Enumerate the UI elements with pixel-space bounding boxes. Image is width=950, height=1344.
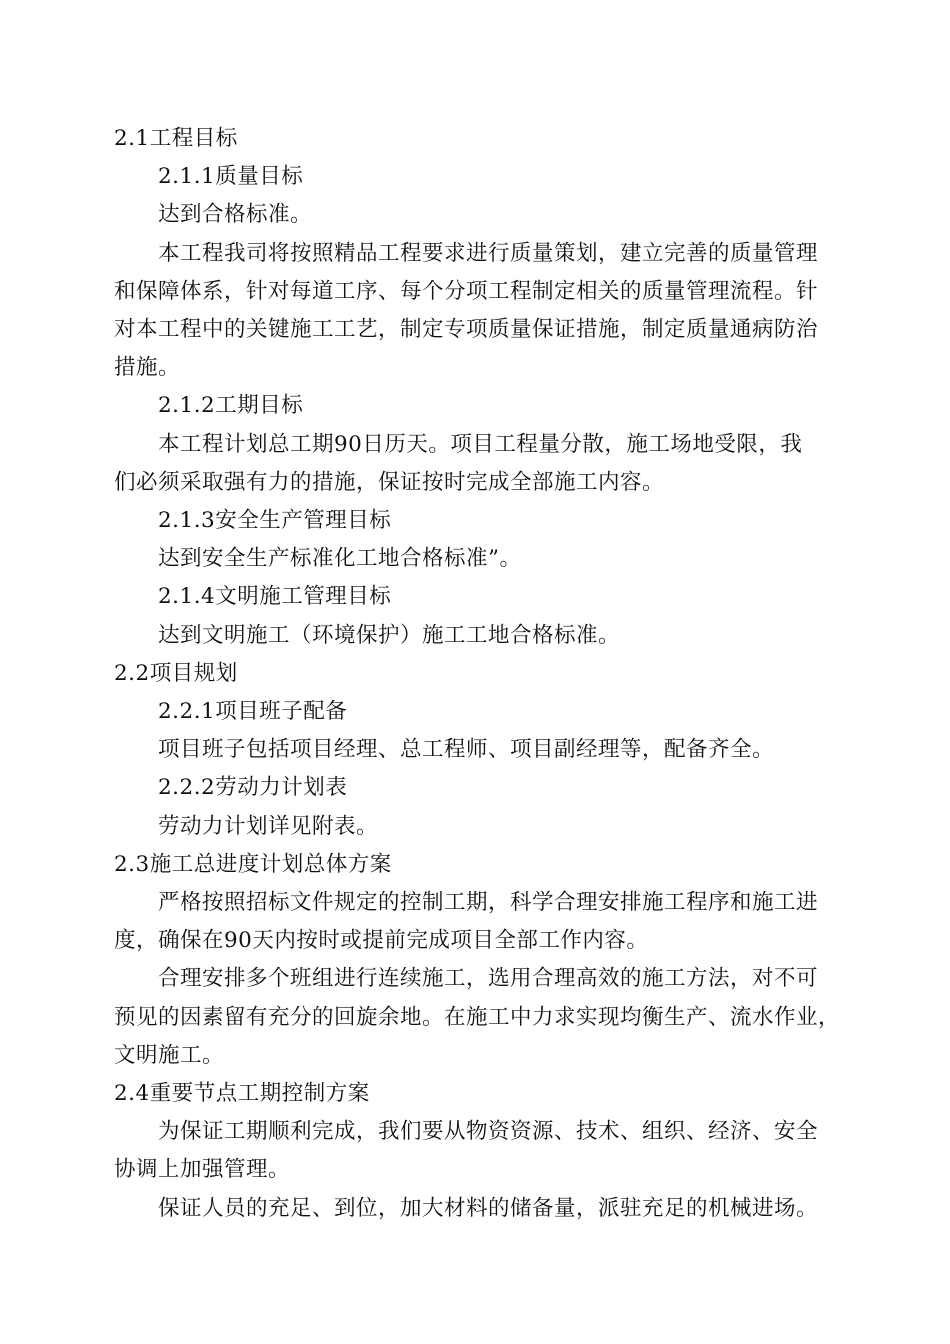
section-heading-2-2: 2.2项目规划: [114, 660, 238, 686]
paragraph-line: 们必须采取强有力的措施，保证按时完成全部施工内容。: [114, 469, 665, 495]
subsection-heading-2-2-2: 2.2.2劳动力计划表: [158, 775, 348, 801]
paragraph-line: 本工程我司将按照精品工程要求进行质量策划，建立完善的质量管理: [158, 240, 819, 266]
paragraph-line: 项目班子包括项目经理、总工程师、项目副经理等，配备齐全。: [158, 737, 775, 763]
paragraph-line: 达到安全生产标准化工地合格标准”。: [158, 546, 522, 572]
paragraph-line: 措施。: [114, 355, 181, 381]
paragraph-line: 为保证工期顺利完成，我们要从物资资源、技术、组织、经济、安全: [158, 1119, 819, 1145]
paragraph-line: 预见的因素留有充分的回旋余地。在施工中力求实现均衡生产、流水作业，: [114, 1004, 841, 1030]
section-heading-2-4: 2.4重要节点工期控制方案: [114, 1081, 370, 1107]
paragraph-line: 合理安排多个班组进行连续施工，选用合理高效的施工方法，对不可: [158, 966, 819, 992]
document-body: [114, 120, 841, 1228]
paragraph-line: 达到合格标准。: [158, 202, 313, 228]
subsection-heading-2-2-1: 2.2.1项目班子配备: [158, 699, 348, 725]
paragraph-line: 保证人员的充足、到位，加大材料的储备量，派驻充足的机械进场。: [158, 1195, 819, 1221]
paragraph-line: 严格按照招标文件规定的控制工期，科学合理安排施工程序和施工进: [158, 890, 819, 916]
subsection-heading-2-1-3: 2.1.3安全生产管理目标: [158, 508, 392, 534]
section-heading-2-3: 2.3施工总进度计划总体方案: [114, 851, 392, 877]
paragraph-line: 劳动力计划详见附表。: [158, 813, 379, 839]
subsection-heading-2-1-2: 2.1.2工期目标: [158, 393, 304, 419]
paragraph-line: 达到文明施工（环境保护）施工工地合格标准。: [158, 622, 621, 648]
paragraph-line: 本工程计划总工期90日历天。项目工程量分散，施工场地受限，我: [158, 431, 803, 457]
paragraph-line: 度，确保在90天内按时或提前完成项目全部工作内容。: [114, 928, 649, 954]
paragraph-line: 和保障体系，针对每道工序、每个分项工程制定相关的质量管理流程。针: [114, 278, 819, 304]
subsection-heading-2-1-1: 2.1.1质量目标: [158, 164, 304, 190]
section-heading-2-1: 2.1工程目标: [114, 126, 238, 151]
paragraph-line: 对本工程中的关键施工工艺，制定专项质量保证措施，制定质量通病防治: [114, 317, 819, 343]
paragraph-line: 文明施工。: [114, 1042, 225, 1068]
subsection-heading-2-1-4: 2.1.4文明施工管理目标: [158, 584, 392, 610]
paragraph-line: 协调上加强管理。: [114, 1157, 291, 1183]
